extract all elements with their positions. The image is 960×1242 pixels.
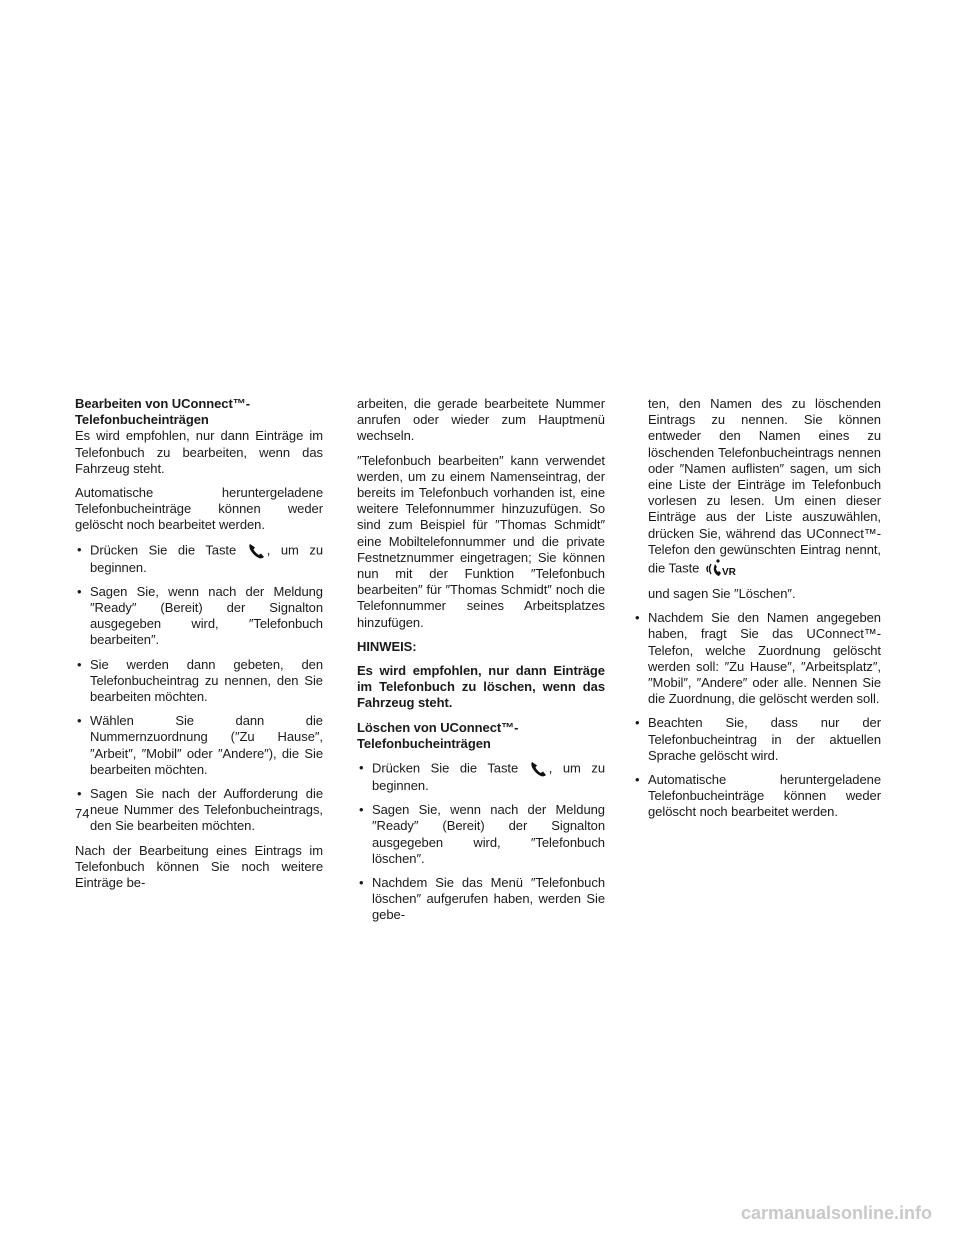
heading-line-1: Bearbeiten von UConnect™- bbox=[75, 396, 250, 411]
column-1 bbox=[75, 396, 323, 899]
list-item: • Sagen Sie, wenn nach der Meldung ″Ready″ (Bereit) der Signalton ausgegeben wird, ″Telefonbuch bearbeiten″. bbox=[75, 584, 323, 649]
list-item: • Nachdem Sie den Namen angegeben haben, fragt Sie das UConnect™-Telefon, welche Zuordnung gelöscht werden soll: ″Zu Hause″, ″Arbeitsplatz″, ″Mobil″, ″Andere″ oder alle. Nennen Sie die Zuordnung, die gelöscht werden soll. bbox=[633, 610, 881, 707]
list-item: • Beachten Sie, dass nur der Telefonbucheintrag in der aktuellen Sprache gelöscht wird. bbox=[633, 715, 881, 764]
delete-steps-list-continued bbox=[633, 396, 881, 821]
intro-paragraph: Es wird empfohlen, nur dann Einträge im Telefonbuch zu bearbeiten, wenn das Fahrzeug steht. bbox=[75, 428, 323, 476]
auto-download-paragraph: Automatische heruntergeladene Telefonbucheinträge können weder gelöscht noch bearbeitet werden. bbox=[75, 485, 323, 533]
list-item: • Automatische heruntergeladene Telefonbucheinträge können weder gelöscht noch bearbeitet werden. bbox=[633, 772, 881, 821]
list-item bbox=[75, 542, 323, 576]
after-edit-paragraph: Nach der Bearbeitung eines Eintrags im Telefonbuch können Sie noch weitere Einträge be- bbox=[75, 842, 323, 891]
section-heading-delete bbox=[357, 720, 605, 752]
heading-line-2: Telefonbucheinträgen bbox=[357, 735, 491, 751]
list-item: • Nachdem Sie das Menü ″Telefonbuch löschen″ aufgerufen haben, werden Sie gebe- bbox=[357, 875, 605, 924]
voice-recognition-icon bbox=[703, 558, 737, 580]
step-text-end: , um zu beginnen. bbox=[90, 542, 324, 575]
step-text: Drücken Sie die Taste bbox=[90, 542, 237, 558]
list-item: • Sagen Sie nach der Aufforderung die neue Nummer des Telefonbucheintrags, den Sie bearbeiten möchten. bbox=[75, 786, 323, 835]
delete-steps-list bbox=[357, 760, 605, 924]
step-text-end: und sagen Sie ″Löschen″. bbox=[648, 586, 796, 602]
column-3 bbox=[633, 396, 881, 829]
column-2 bbox=[357, 396, 605, 932]
list-item bbox=[357, 760, 605, 794]
list-item-continued bbox=[633, 396, 881, 602]
list-item: • Sie werden dann gebeten, den Telefonbucheintrag zu nennen, den Sie bearbeiten möchten. bbox=[75, 657, 323, 706]
page-number: 74 bbox=[75, 806, 90, 821]
edit-steps-list bbox=[75, 542, 323, 835]
continued-paragraph: arbeiten, die gerade bearbeitete Nummer anrufen oder wieder zum Hauptmenü wechseln. bbox=[357, 396, 605, 444]
step-text: ten, den Namen des zu löschenden Eintrags zu nennen. Sie können entweder den Namen eines zu löschenden Telefonbucheintrags nennen oder ″Namen auflisten″ sagen, um sich eine Liste der Einträge im Telefonbuch vorlesen zu lesen. Um einen dieser Einträge aus der Liste auszuwählen, drücken Sie, während das UConnect™-Telefon den gewünschten Eintrag nennt, die Taste bbox=[648, 396, 881, 576]
note-label: HINWEIS: bbox=[357, 638, 417, 654]
step-text: Drücken Sie die Taste bbox=[372, 760, 519, 776]
list-item: • Sagen Sie, wenn nach der Meldung ″Ready″ (Bereit) der Signalton ausgegeben wird, ″Telefonbuch löschen″. bbox=[357, 802, 605, 867]
phone-handset-icon bbox=[529, 760, 549, 778]
list-item: • Wählen Sie dann die Nummernzuordnung (″Zu Hause″, ″Arbeit″, ″Mobil″ oder ″Andere″), die Sie bearbeiten möchten. bbox=[75, 713, 323, 778]
section-heading-edit bbox=[75, 396, 323, 428]
heading-line-1: Löschen von UConnect™- bbox=[357, 719, 519, 735]
edit-usage-paragraph: ″Telefonbuch bearbeiten″ kann verwendet werden, um zu einem Namenseintrag, der bereits im Telefonbuch vorhanden ist, eine weitere Telefonnummer hinzuzufügen. So sind zum Beispiel für ″Thomas Schmidt″ eine Mobiltelefonnummer und die private Festnetznummer eingetragen; Sie können nun mit der Funktion ″Telefonbuch bearbeiten″ für ″Thomas Schmidt″ noch die Telefonnummer seines Arbeitsplatzes hinzufügen. bbox=[357, 452, 605, 630]
watermark: carmanualsonline.info bbox=[740, 1203, 932, 1223]
note-text: Es wird empfohlen, nur dann Einträge im Telefonbuch zu löschen, wenn das Fahrzeug steht. bbox=[357, 663, 605, 711]
step-text-end: , um zu beginnen. bbox=[372, 760, 606, 794]
phone-handset-icon bbox=[247, 542, 267, 560]
svg-text:VR: VR bbox=[721, 567, 736, 579]
heading-line-2: Telefonbucheinträgen bbox=[75, 412, 209, 428]
